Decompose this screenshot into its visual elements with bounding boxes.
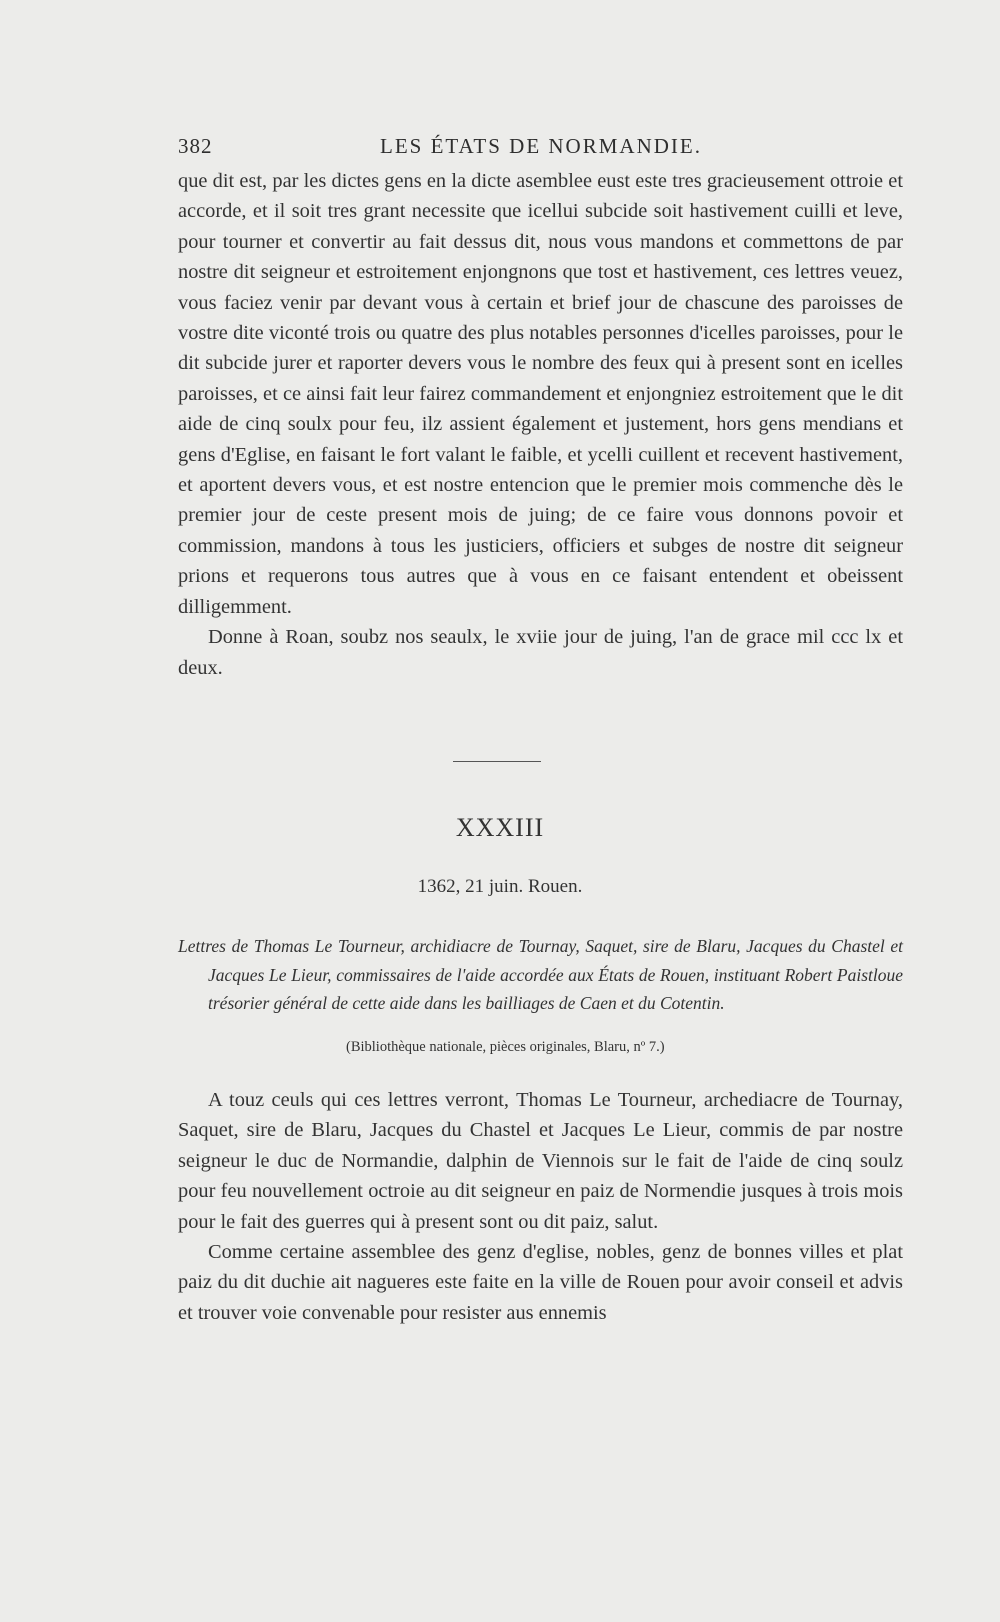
document-text: [178, 1085, 903, 1328]
document-date-place: 1362, 21 juin. Rouen.: [417, 876, 583, 897]
document-number: XXXIII: [455, 813, 545, 842]
document-paragraph-1: A touz ceuls qui ces lettres verront, Thomas Le Tourneur, archediacre de Tournay, Saquet, sire de Blaru, Jacques du Chastel et Jacques Le Lieur, commis de par nostre seigneur le duc de Normandie, dalphin de Viennois sur le fait de l'aide de cinq soulz pour feu nouvellement octroie au dit seigneur en paiz de Normendie jusques à trois mois pour le fait des guerres qui à present sont ou dit paiz, salut.: [178, 1089, 903, 1233]
document-paragraph-2: Comme certaine assemblee des genz d'eglise, nobles, genz de bonnes villes et plat paiz du dit duchie ait nagueres este faite en la ville de Rouen pour avoir conseil et advis et trouver voie convenable pour resister aus ennemis: [178, 1241, 903, 1324]
page-number: 382: [178, 134, 213, 158]
page-header: [178, 134, 904, 164]
document-source: (Bibliothèque nationale, pièces originales, Blaru, nº 7.): [346, 1039, 665, 1055]
running-title: LES ÉTATS DE NORMANDIE.: [380, 134, 702, 158]
document-summary: Lettres de Thomas Le Tourneur, archidiacre de Tournay, Saquet, sire de Blaru, Jacques du Chastel et Jacques Le Lieur, commissaires de l'aide accordée aux États de Rouen, instituant Robert Paistloue trésorier général de cette aide dans les bailliages de Caen et du Cotentin.: [178, 936, 903, 1013]
letter-closing: Donne à Roan, soubz nos seaulx, le xviie jour de juing, l'an de grace mil ccc lx et deux.: [178, 626, 903, 679]
letter-paragraph: que dit est, par les dictes gens en la dicte asemblee eust este tres gracieusement ottroie et accorde, et il soit tres grant necessite que icellui subcide soit hastivement cuilli et leve, pour tourner et convertir au fait dessus dit, nous vous mandons et commettons de par nostre dit seigneur et estroitement enjongnons que tost et hastivement, ces lettres veuez, vous faciez venir par devant vous à certain et brief jour de chascune des paroisses de vostre dite viconté trois ou quatre des plus notables personnes d'icelles paroisses, pour le dit subcide jurer et raporter devers vous le nombre des feux qui à present sont en icelles paroisses, et ce ainsi fait leur fairez commandement et enjongniez estroitement que le dit aide de cinq soulx pour feu, ilz assient également et justement, hors gens mendians et gens d'Eglise, en faisant le fort valant le faible, et ycelli cuillent et recevent hastivement, et aportent devers vous, et est nostre entencion que le premier mois commenche dès le premier jour de ceste present mois de juing; de ce faire vous donnons povoir et commission, mandons à tous les justiciers, officiers et subges de nostre dit seigneur prions et requerons tous autres que à vous en ce faisant entendent et obeissent dilligemment.: [178, 170, 903, 618]
previous-letter-text: [178, 166, 903, 683]
section-divider: [453, 761, 541, 762]
